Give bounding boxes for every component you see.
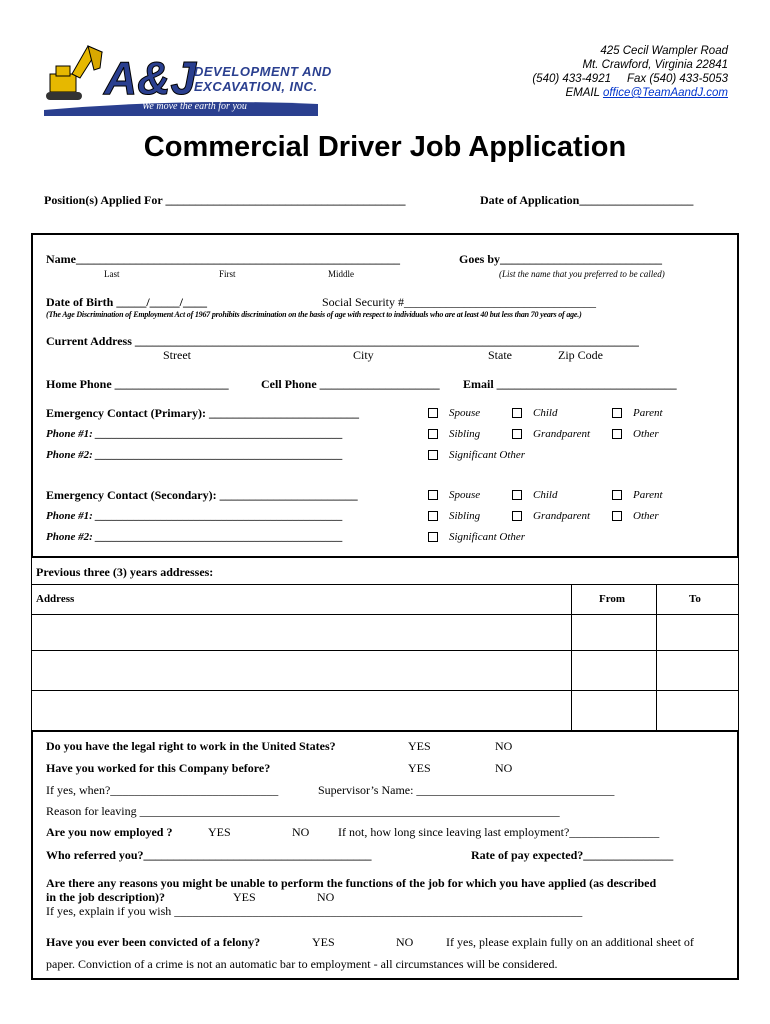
col-to: To: [689, 593, 701, 605]
primary-spouse-checkbox[interactable]: [428, 408, 438, 418]
table-divider: [31, 584, 739, 585]
employed-question: Are you now employed ?: [46, 825, 173, 839]
company-address: [532, 44, 728, 100]
employed-yes-option[interactable]: YES: [208, 825, 231, 839]
functions-no-option[interactable]: NO: [317, 890, 335, 904]
svg-text:A&J: A&J: [104, 52, 197, 104]
label-grandparent: Grandparent: [533, 428, 591, 440]
label-child: Child: [533, 489, 558, 501]
email-label: EMAIL: [565, 87, 600, 99]
col-divider: [571, 584, 572, 731]
label-first: First: [219, 269, 236, 279]
if-yes-when-field[interactable]: If yes, when?____________________________: [46, 783, 279, 797]
primary-sibling-checkbox[interactable]: [428, 429, 438, 439]
goes-by-field[interactable]: Goes by___________________________: [459, 252, 663, 266]
company-email-link[interactable]: office@TeamAandJ.com: [602, 87, 728, 99]
label-grandparent: Grandparent: [533, 510, 591, 522]
secondary-parent-checkbox[interactable]: [612, 490, 622, 500]
cell-phone-field[interactable]: Cell Phone ____________________: [261, 377, 440, 391]
current-address-field[interactable]: Current Address ____________________________________________________________________________________: [46, 334, 639, 348]
primary-significant-other-checkbox[interactable]: [428, 450, 438, 460]
company-tagline: We move the earth for you: [142, 101, 247, 112]
company-fax: Fax (540) 433-5053: [626, 73, 728, 85]
label-parent: Parent: [633, 407, 663, 419]
secondary-phone2-field[interactable]: Phone #2: _____________________________________________: [46, 531, 343, 543]
table-row[interactable]: [31, 690, 739, 691]
secondary-phone1-field[interactable]: Phone #1: _____________________________________________: [46, 510, 343, 522]
job-functions-question-cont: in the job description)?: [46, 890, 166, 904]
supervisor-name-field[interactable]: Supervisor’s Name: _________________________________: [318, 783, 615, 797]
email-line: [532, 86, 728, 100]
home-phone-field[interactable]: Home Phone ___________________: [46, 377, 229, 391]
date-of-application-field[interactable]: Date of Application___________________: [480, 193, 694, 207]
phone-fax: [532, 72, 728, 86]
primary-phone2-field[interactable]: Phone #2: _____________________________________________: [46, 449, 343, 461]
felony-question: Have you ever been convicted of a felony?: [46, 935, 261, 949]
primary-child-checkbox[interactable]: [512, 408, 522, 418]
age-discrimination-note: (The Age Discrimination of Employment Act of 1967 prohibits discrimination on the basis of age with respect to individuals who are at least 40 but less than 70 years of age.): [46, 310, 582, 319]
email-field[interactable]: Email ______________________________: [463, 377, 677, 391]
primary-parent-checkbox[interactable]: [612, 408, 622, 418]
address-line2: Mt. Crawford, Virginia 22841: [582, 59, 728, 71]
primary-other-checkbox[interactable]: [612, 429, 622, 439]
secondary-child-checkbox[interactable]: [512, 490, 522, 500]
secondary-sibling-checkbox[interactable]: [428, 511, 438, 521]
positions-applied-field[interactable]: Position(s) Applied For ________________________________________: [44, 193, 406, 207]
col-address: Address: [36, 593, 75, 605]
previous-addresses-heading: Previous three (3) years addresses:: [36, 565, 214, 579]
worked-yes-option[interactable]: YES: [408, 761, 431, 775]
col-from: From: [599, 593, 626, 605]
explain-field[interactable]: If yes, explain if you wish ____________________________________________________________________: [46, 904, 583, 918]
worked-before-question: Have you worked for this Company before?: [46, 761, 271, 775]
page-title: Commercial Driver Job Application: [143, 131, 627, 163]
felony-note: paper. Conviction of a crime is not an automatic bar to employment - all circumstances will be considered.: [46, 957, 558, 971]
felony-explain-text: If yes, please explain fully on an additional sheet of: [446, 935, 694, 949]
label-sibling: Sibling: [449, 510, 481, 522]
name-field[interactable]: Name______________________________________________________: [46, 252, 400, 266]
time-since-employment-field[interactable]: If not, how long since leaving last employment?_______________: [338, 825, 660, 839]
label-state: State: [488, 348, 512, 362]
secondary-grandparent-checkbox[interactable]: [512, 511, 522, 521]
label-last: Last: [104, 269, 120, 279]
label-zip: Zip Code: [558, 348, 603, 362]
date-of-birth-field[interactable]: Date of Birth _____/_____/____: [46, 295, 207, 309]
label-city: City: [353, 348, 374, 362]
felony-yes-option[interactable]: YES: [312, 935, 335, 949]
label-middle: Middle: [328, 269, 354, 279]
label-spouse: Spouse: [449, 407, 481, 419]
rate-of-pay-field[interactable]: Rate of pay expected?_______________: [471, 848, 674, 862]
company-phone: (540) 433-4921: [532, 73, 611, 85]
label-other: Other: [633, 428, 659, 440]
label-child: Child: [533, 407, 558, 419]
company-logo: [42, 38, 332, 118]
worked-no-option[interactable]: NO: [495, 761, 513, 775]
secondary-other-checkbox[interactable]: [612, 511, 622, 521]
label-parent: Parent: [633, 489, 663, 501]
company-name-line1: DEVELOPMENT AND: [194, 64, 332, 79]
felony-no-option[interactable]: NO: [396, 935, 414, 949]
secondary-spouse-checkbox[interactable]: [428, 490, 438, 500]
referred-by-field[interactable]: Who referred you?______________________________________: [46, 848, 372, 862]
ssn-field[interactable]: Social Security #________________________________: [322, 295, 596, 309]
label-street: Street: [163, 348, 191, 362]
primary-phone1-field[interactable]: Phone #1: _____________________________________________: [46, 428, 343, 440]
label-significant-other: Significant Other: [449, 449, 526, 461]
primary-grandparent-checkbox[interactable]: [512, 429, 522, 439]
label-sibling: Sibling: [449, 428, 481, 440]
company-name-line2: EXCAVATION, INC.: [194, 79, 318, 94]
col-divider: [656, 584, 657, 731]
reason-for-leaving-field[interactable]: Reason for leaving ______________________________________________________________________: [46, 804, 560, 818]
emergency-contact-primary-field[interactable]: Emergency Contact (Primary): _________________________: [46, 406, 359, 420]
legal-yes-option[interactable]: YES: [408, 739, 431, 753]
table-row[interactable]: [31, 650, 739, 651]
legal-no-option[interactable]: NO: [495, 739, 513, 753]
emergency-contact-secondary-field[interactable]: Emergency Contact (Secondary): _______________________: [46, 488, 358, 502]
label-spouse: Spouse: [449, 489, 481, 501]
job-functions-question: Are there any reasons you might be unable to perform the functions of the job for which you have applied (as described: [46, 876, 657, 890]
functions-yes-option[interactable]: YES: [233, 890, 256, 904]
legal-right-question: Do you have the legal right to work in the United States?: [46, 739, 336, 753]
employed-no-option[interactable]: NO: [292, 825, 310, 839]
goes-by-note: (List the name that you preferred to be called): [499, 269, 665, 279]
table-row[interactable]: [31, 614, 739, 615]
address-line1: 425 Cecil Wampler Road: [600, 45, 728, 57]
secondary-significant-other-checkbox[interactable]: [428, 532, 438, 542]
label-significant-other: Significant Other: [449, 531, 526, 543]
label-other: Other: [633, 510, 659, 522]
